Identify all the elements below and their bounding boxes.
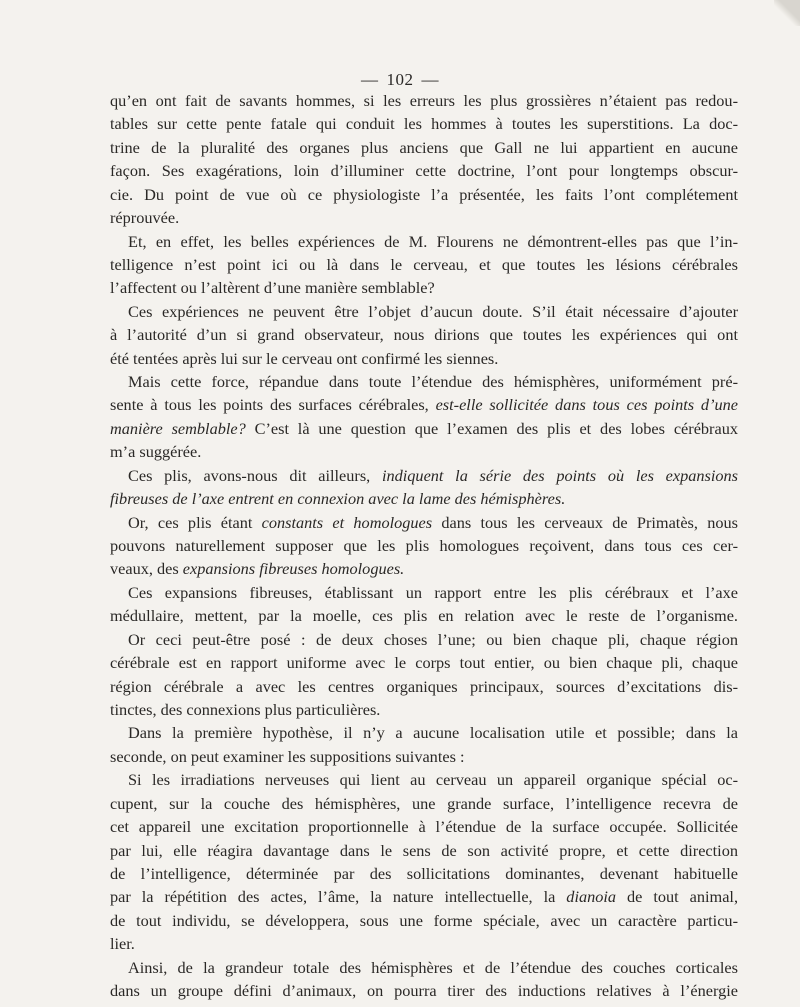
text-line	[110, 534, 738, 557]
text-line	[110, 417, 738, 440]
line-text: à l’autorité d’un si grand observateur, nous dirions que toutes les expériences qui ont	[110, 325, 738, 345]
line-text: Mais cette force, répandue dans toute l’étendue des hémisphères, uniformément pré-	[128, 372, 738, 392]
text-line	[110, 487, 738, 510]
text-line	[110, 370, 738, 393]
text-line	[110, 839, 738, 862]
line-text: Dans la première hypothèse, il n’y a aucune localisation utile et possible; dans la	[128, 723, 738, 743]
line-text: région cérébrale a avec les centres organiques principaux, sources d’excitations dis-	[110, 676, 738, 696]
text-line	[110, 89, 738, 112]
line-text: qu’en ont fait de savants hommes, si les erreurs les plus grossières n’étaient pas redou-	[110, 91, 738, 110]
page-header	[0, 70, 800, 90]
line-text: m’a suggérée.	[110, 442, 202, 462]
page-number: 102	[386, 70, 414, 89]
text-line	[110, 581, 738, 604]
line-text: sente à tous les points des surfaces cérébrales,	[110, 395, 436, 415]
line-text: médullaire, mettent, par la moelle, ces plis en relation avec le reste de l’organisme.	[110, 606, 738, 626]
line-text: lier.	[110, 934, 135, 954]
text-line	[110, 885, 738, 908]
line-text: Ainsi, de la grandeur totale des hémisphères et de l’étendue des couches corticales	[128, 957, 738, 977]
line-text: de tout animal,	[616, 887, 738, 907]
text-line	[110, 862, 738, 885]
line-text: Ces expansions fibreuses, établissant un rapport entre les plis cérébraux et l’axe	[128, 582, 738, 602]
italic-text: indiquent la série des points où les expansions	[381, 465, 738, 485]
text-line	[110, 979, 738, 1002]
page-corner-shadow	[774, 0, 800, 26]
line-text: Or, ces plis étant	[128, 512, 262, 532]
text-line	[110, 112, 738, 135]
line-text: cupent, sur la couche des hémisphères, une grande surface, l’intelligence recevra de	[110, 793, 738, 813]
text-line	[110, 440, 738, 463]
text-line	[110, 909, 738, 932]
italic-text: manière semblable?	[110, 418, 246, 438]
italic-text: est-elle sollicitée dans tous ces points d’une	[435, 395, 738, 415]
text-line	[110, 464, 738, 487]
text-line	[110, 347, 738, 370]
line-text: dans un groupe défini d’animaux, on pourra tirer des inductions relatives à l’énergie	[110, 981, 738, 1001]
text-line	[110, 136, 738, 159]
italic-text: dianoia	[566, 887, 617, 907]
text-line	[110, 745, 738, 768]
line-text: C’est là une question que l’examen des plis et des lobes cérébraux	[245, 418, 738, 438]
italic-text: fibreuses de l’axe entrent en connexion avec la lame des hémisphères.	[110, 489, 566, 509]
italic-text: expansions fibreuses homologues.	[182, 559, 405, 579]
line-text: cie. Du point de vue où ce physiologiste l’a présentée, les faits l’ont complétement	[110, 184, 738, 204]
text-line	[110, 651, 738, 674]
line-text: pouvons naturellement supposer que les plis homologues reçoivent, dans tous ces cer-	[110, 536, 738, 556]
line-text: dans tous les cerveaux de Primatès, nous	[432, 512, 738, 532]
text-line	[110, 300, 738, 323]
line-text: l’affectent ou l’altèrent d’une manière semblable?	[110, 278, 435, 298]
line-text: été tentées après lui sur le cerveau ont confirmé les siennes.	[110, 348, 499, 368]
text-line	[110, 675, 738, 698]
line-text: réprouvée.	[110, 208, 180, 228]
text-line	[110, 230, 738, 253]
text-line	[110, 768, 738, 791]
body-text	[110, 89, 738, 1002]
text-line	[110, 159, 738, 182]
header-dash-left: —	[361, 70, 379, 89]
line-text: veaux, des	[110, 559, 183, 579]
line-text: par lui, elle réagira davantage dans le sens de son activité propre, et cette direction	[110, 840, 738, 860]
text-line	[110, 557, 738, 580]
text-line	[110, 792, 738, 815]
text-line	[110, 183, 738, 206]
line-text: façon. Ses exagérations, loin d’illuminer cette doctrine, l’ont pour longtemps obscur-	[110, 161, 738, 181]
text-line	[110, 253, 738, 276]
line-text: trine de la pluralité des organes plus anciens que Gall ne lui appartient en aucune	[110, 137, 738, 157]
text-line	[110, 206, 738, 229]
line-text: Ces plis, avons-nous dit ailleurs,	[128, 465, 382, 485]
line-text: de tout individu, se développera, sous une forme spéciale, avec un caractère particu-	[110, 910, 738, 930]
italic-text: constants et homologues	[261, 512, 433, 532]
text-line	[110, 721, 738, 744]
line-text: tables sur cette pente fatale qui conduit les hommes à toutes les superstitions. La doc-	[110, 114, 738, 134]
text-line	[110, 698, 738, 721]
text-line	[110, 511, 738, 534]
line-text: Et, en effet, les belles expériences de M. Flourens ne démontrent-elles pas que l’in-	[128, 231, 738, 251]
line-text: telligence n’est point ici ou là dans le cerveau, et que toutes les lésions cérébrales	[110, 254, 738, 274]
text-line	[110, 323, 738, 346]
text-line	[110, 956, 738, 979]
line-text: Ces expériences ne peuvent être l’objet d’aucun doute. S’il était nécessaire d’ajouter	[128, 301, 738, 321]
text-line	[110, 276, 738, 299]
text-line	[110, 628, 738, 651]
line-text: cérébrale est en rapport uniforme avec le corps tout entier, ou bien chaque pli, chaque	[110, 653, 738, 673]
text-line	[110, 815, 738, 838]
line-text: Or ceci peut-être posé : de deux choses l’une; ou bien chaque pli, chaque région	[128, 629, 738, 649]
line-text: Si les irradiations nerveuses qui lient au cerveau un appareil organique spécial oc-	[128, 770, 738, 790]
text-line	[110, 604, 738, 627]
header-dash-right: —	[421, 70, 439, 89]
line-text: tinctes, des connexions plus particulières.	[110, 699, 381, 719]
line-text: seconde, on peut examiner les suppositions suivantes :	[110, 746, 465, 766]
line-text: cet appareil une excitation proportionnelle à l’étendue de la surface occupée. Sollicitée	[110, 817, 738, 837]
line-text: par la répétition des actes, l’âme, la nature intellectuelle, la	[110, 887, 567, 907]
text-line	[110, 393, 738, 416]
text-line	[110, 932, 738, 955]
line-text: de l’intelligence, déterminée par des sollicitations dominantes, devenant habituelle	[110, 863, 738, 883]
